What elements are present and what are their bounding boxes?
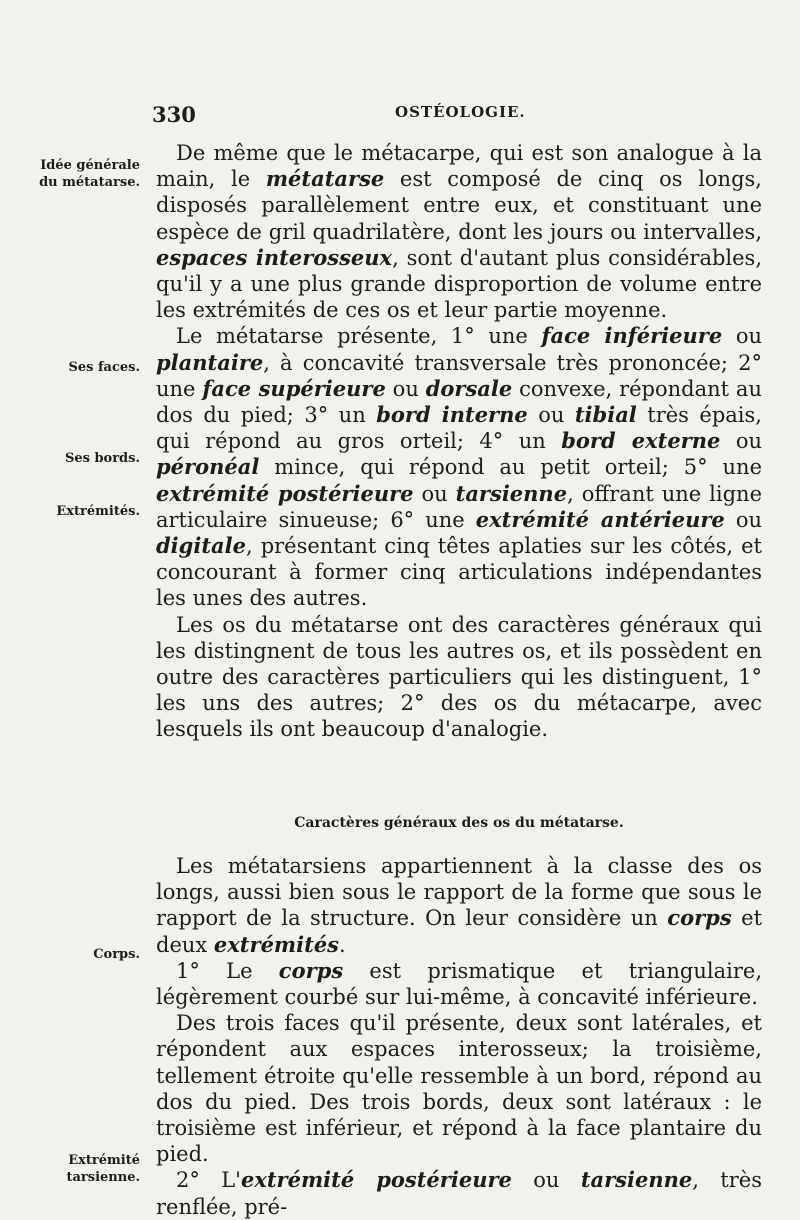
body-text-lower — [156, 853, 762, 1220]
margin-note-corps: Corps. — [93, 947, 140, 962]
text-run: très épais, qui répond au gros orteil; 4° un — [156, 403, 762, 454]
text-run: ou — [385, 376, 426, 401]
section-heading: Caractères généraux des os du métatarse. — [294, 815, 624, 831]
term-extremites: extrémités — [213, 931, 340, 957]
text-run: ou — [527, 403, 575, 428]
term-metatarse: métatarse — [265, 166, 385, 192]
text-run: , offrant une ligne articulaire sinueuse; 6° une — [156, 481, 762, 532]
text-run: ou — [724, 507, 763, 532]
term-corps: corps — [667, 905, 732, 931]
term-bord-externe: bord externe — [561, 428, 721, 454]
paragraph-corps — [156, 958, 762, 1010]
term-face-superieure: face supérieure — [202, 375, 386, 401]
text-run: , très renflée, pré- — [156, 1168, 762, 1219]
margin-note-extremites: Extrémités. — [56, 504, 140, 519]
margin-note-ses-faces: Ses faces. — [68, 360, 140, 375]
text-run: De même que le métacarpe, qui est son analogue à la main, le — [156, 141, 762, 192]
text-run: Les métatarsiens appartiennent à la classe des os longs, aussi bien sous le rapport de la forme que sous le rapport de la structure. On leur considère un — [156, 854, 762, 931]
paragraph-idee-generale — [156, 140, 762, 323]
text-run: et deux — [156, 906, 763, 957]
page-number: 330 — [152, 102, 196, 127]
text-run: , à concavité transversale très prononcée; 2° une — [156, 350, 762, 401]
term-bord-interne: bord interne — [376, 402, 528, 428]
bleed-through-text — [40, 240, 140, 280]
term-dorsale: dorsale — [425, 375, 513, 401]
text-run: , sont d'autant plus considérables, qu'il y a une plus grande disproportion de volume entre les extrémités de ces os et leur partie moyenne. — [156, 245, 763, 323]
running-title: OSTÉOLOGIE. — [395, 103, 526, 121]
text-run: ou — [720, 429, 762, 454]
term-face-inferieure: face inférieure — [541, 323, 723, 349]
term-peroneal: péronéal — [156, 454, 260, 480]
term-tarsienne: tarsienne — [455, 480, 568, 506]
term-corps-2: corps — [278, 957, 344, 983]
text-run: ou — [511, 1168, 581, 1193]
text-run: 2° L' — [176, 1168, 241, 1193]
text-run: est prismatique et triangulaire, légèrement courbé sur lui-même, à concavité inférieure. — [156, 958, 762, 1010]
text-run: mince, qui répond au petit orteil; 5° une — [259, 455, 762, 480]
term-tibial: tibial — [574, 402, 637, 428]
text-run: , présentant cinq têtes aplaties sur les côtés, et concourant à former cinq articulations indépendantes les unes des autres. — [156, 534, 762, 611]
margin-note-idee-generale: Idée générale du métatarse. — [39, 158, 140, 190]
text-run: ou — [413, 481, 456, 506]
margin-note-ses-bords: Ses bords. — [64, 451, 140, 466]
term-extremite-posterieure-2: extrémité postérieure — [240, 1167, 512, 1193]
term-extremite-anterieure: extrémité antérieure — [475, 506, 725, 532]
paragraph-extremite-tarsienne — [156, 1167, 762, 1219]
text-run: est composé de cinq os longs, disposés parallèlement entre eux, et constituant une espèce de gril quadrilatère, dont les jours ou intervalles, — [156, 167, 762, 244]
body-text-upper — [156, 140, 762, 743]
term-extremite-posterieure: extrémité postérieure — [156, 480, 414, 506]
margin-note-extremite-tarsienne: Extrémité tarsienne. — [66, 1153, 140, 1185]
text-run: 1° Le — [176, 958, 279, 983]
text-run: Le métatarse présente, 1° une — [176, 324, 542, 349]
term-tarsienne-2: tarsienne — [580, 1167, 693, 1193]
paragraph-metatarsiens — [156, 853, 762, 958]
text-run: . — [339, 932, 346, 957]
text-run: ou — [722, 324, 762, 349]
paragraph-faces-bords — [156, 323, 762, 611]
paragraph-caracteres: Les os du métatarse ont des caractères généraux qui les distingnent de tous les autres os, et ils possèdent en outre des caractères particuliers qui les distinguent, 1° les uns des autres; 2° des os du métacarpe, avec lesquels ils ont beaucoup d'analogie. — [156, 612, 762, 742]
term-plantaire: plantaire — [156, 349, 264, 375]
paragraph-trois-faces: Des trois faces qu'il présente, deux sont latérales, et répondent aux espaces interosseux; la troisième, tellement étroite qu'elle ressemble à un bord, répond au dos du pied. Des trois bords, deux sont latéraux : le troisième est inférieur, et répond à la face plantaire du pied. — [156, 1011, 762, 1167]
term-espaces-interosseux: espaces interosseux — [156, 244, 393, 270]
text-run: convexe, répondant au dos du pied; 3° un — [156, 376, 762, 428]
term-digitale: digitale — [156, 533, 246, 559]
